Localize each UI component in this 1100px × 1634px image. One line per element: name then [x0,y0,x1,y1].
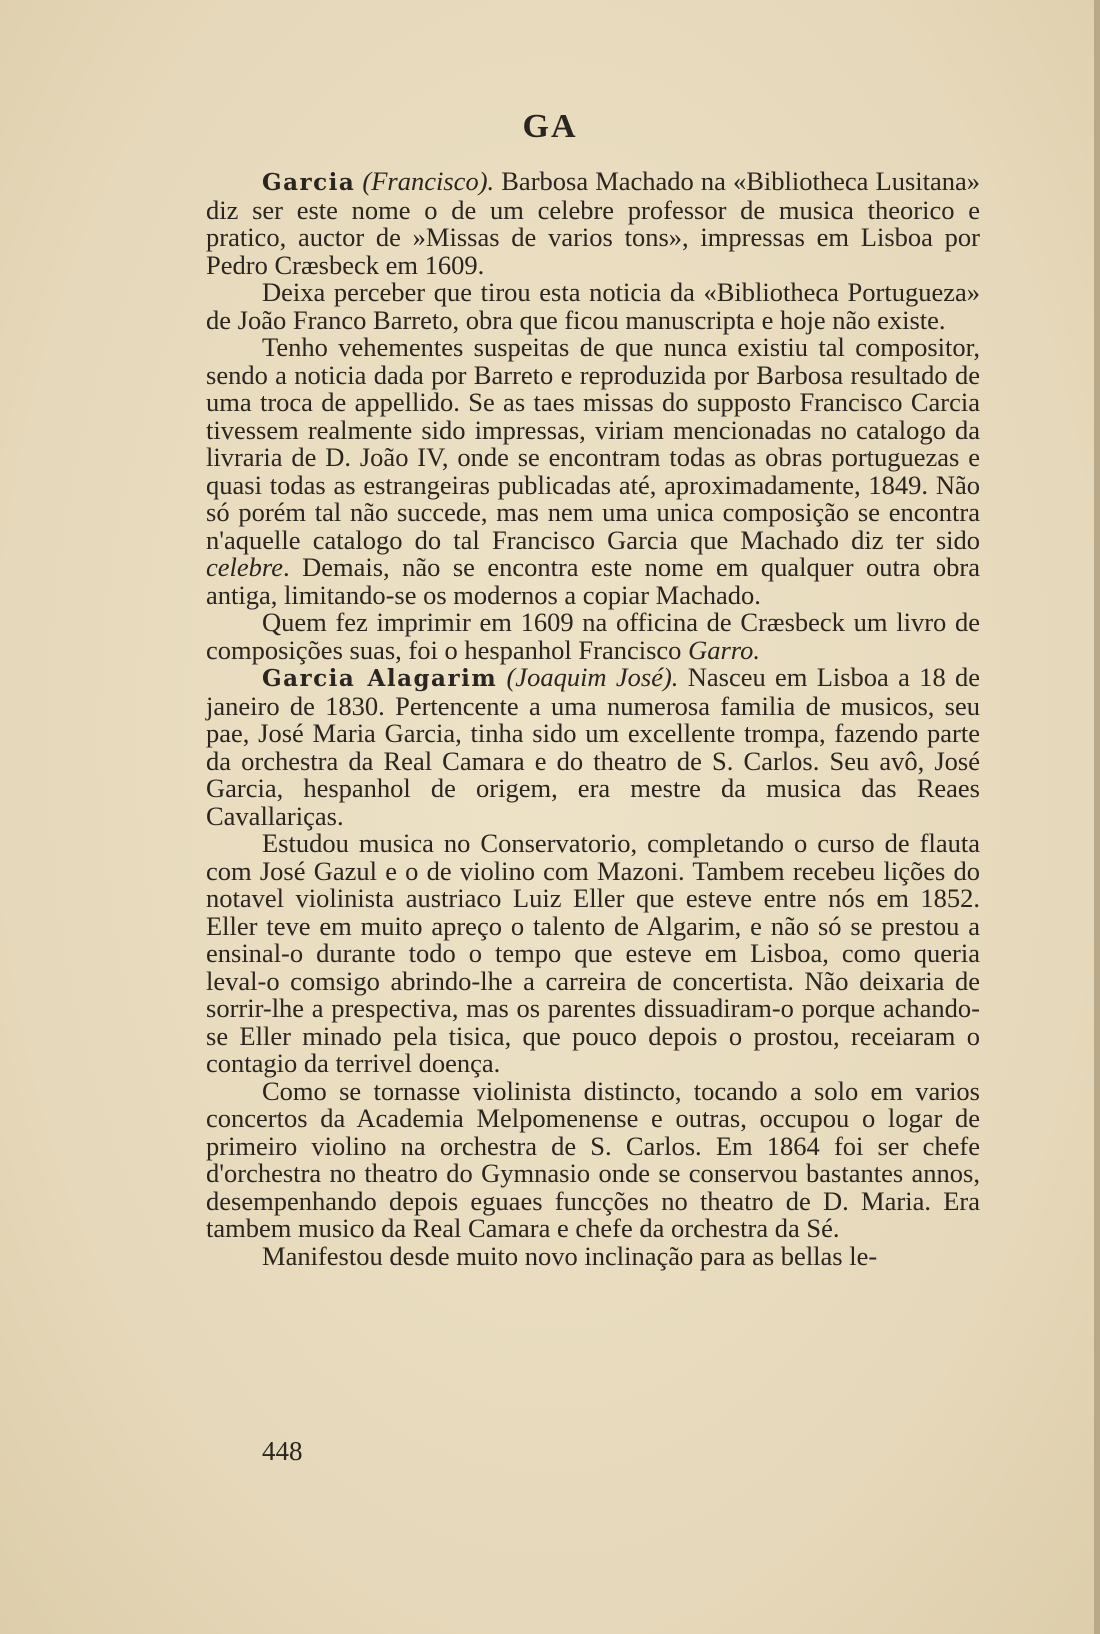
entry-garcia-alagarim [206,664,980,830]
page-edge [1094,0,1100,1634]
page-body [206,168,980,1270]
paragraph: Manifestou desde muito novo inclinação para as bellas le- [262,1240,878,1271]
entry-name: Garcia Alagarim [262,665,498,692]
paragraph [206,334,980,609]
entry-garcia-francisco [206,168,980,279]
paragraph: Como se tornasse violinista distincto, tocando a solo em varios concertos da Academia Melpomenense e outras, occupou o logar de primeiro violino na orchestra de S. Carlos. Em 1864 foi ser chefe d'orchestra no theatro do Gymnasio onde se conservou bastantes annos, desempenhando depois eguaes funcções no theatro de D. Maria. Era tambem musico da Real Camara e chefe da orchestra da Sé. [206,1075,980,1243]
entry-name: Garcia [262,169,356,196]
entry-qualifier: (Joaquim José). [506,662,679,692]
italic-word: celebre [206,552,283,582]
paragraph-text: . Demais, não se encontra este nome em qualquer outra obra antiga, limitando-se os modernos a copiar Machado. [206,552,980,610]
italic-word: Garro. [688,634,760,665]
paragraph-text: Tenho vehementes suspeitas de que nunca existiu tal compositor, sendo a noticia dada por Barreto e reproduzida por Barbosa resultado de uma troca de appellido. Se as taes missas do supposto Francisco Carcia tivessem realmente sido impressas, viriam mencionadas no catalogo da livraria de D. João IV, onde se encontram todas as obras portuguezas e quasi todas as estrangeiras publicadas até, aproximadamente, 1849. Não só porém tal não succede, mas nem uma unica composição se encontra n'aquelle catalogo do tal Francisco Garcia que Machado diz ter sido [206,332,980,555]
paragraph: Deixa perceber que tirou esta noticia da «Bibliotheca Portugueza» de João Franco Barreto, obra que ficou manuscripta e hoje não existe. [206,277,980,335]
paragraph: Estudou musica no Conservatorio, completando o curso de flauta com José Gazul e o de violino com Mazoni. Tambem recebeu lições do notavel violinista austriaco Luiz Eller que esteve entre nós em 1852. Eller teve em muito apreço o talento de Algarim, e não só se prestou a ensinal-o durante todo o tempo que esteve em Lisboa, como queria leval-o comsigo abrindo-lhe a carreira de concertista. Não deixaria de sorrir-lhe a prespectiva, mas os parentes dissuadiram-o porque achando-se Eller minado pela tisica, que pouco depois o prostou, receiaram o contagio da terrivel doença. [206,828,980,1078]
entry-qualifier: (Francisco). [362,166,495,196]
page-number: 448 [262,1436,303,1466]
paragraph-text: Nasceu em Lisboa a 18 de janeiro de 1830. Pertencente a uma numerosa familia de musicos, seu pae, José Maria Garcia, tinha sido um excellente trompa, fazendo parte da orchestra da Real Camara e do theatro de S. Carlos. Seu avô, José Garcia, hespanhol de origem, era mestre da musica das Reaes Cavallariças. [206,662,981,831]
paragraph-text: Barbosa Machado na «Bibliotheca Lusitana» diz ser este nome o de um celebre professor de musica theorico e pratico, auctor de »Missas de varios tons», impressas em Lisboa por Pedro Cræsbeck em 1609. [206,166,981,280]
paragraph [206,609,980,664]
page-header: GA [522,108,578,145]
paragraph-text: Quem fez imprimir em 1609 na officina de Cræsbeck um livro de composições suas, foi o hespanhol Francisco [206,607,980,665]
